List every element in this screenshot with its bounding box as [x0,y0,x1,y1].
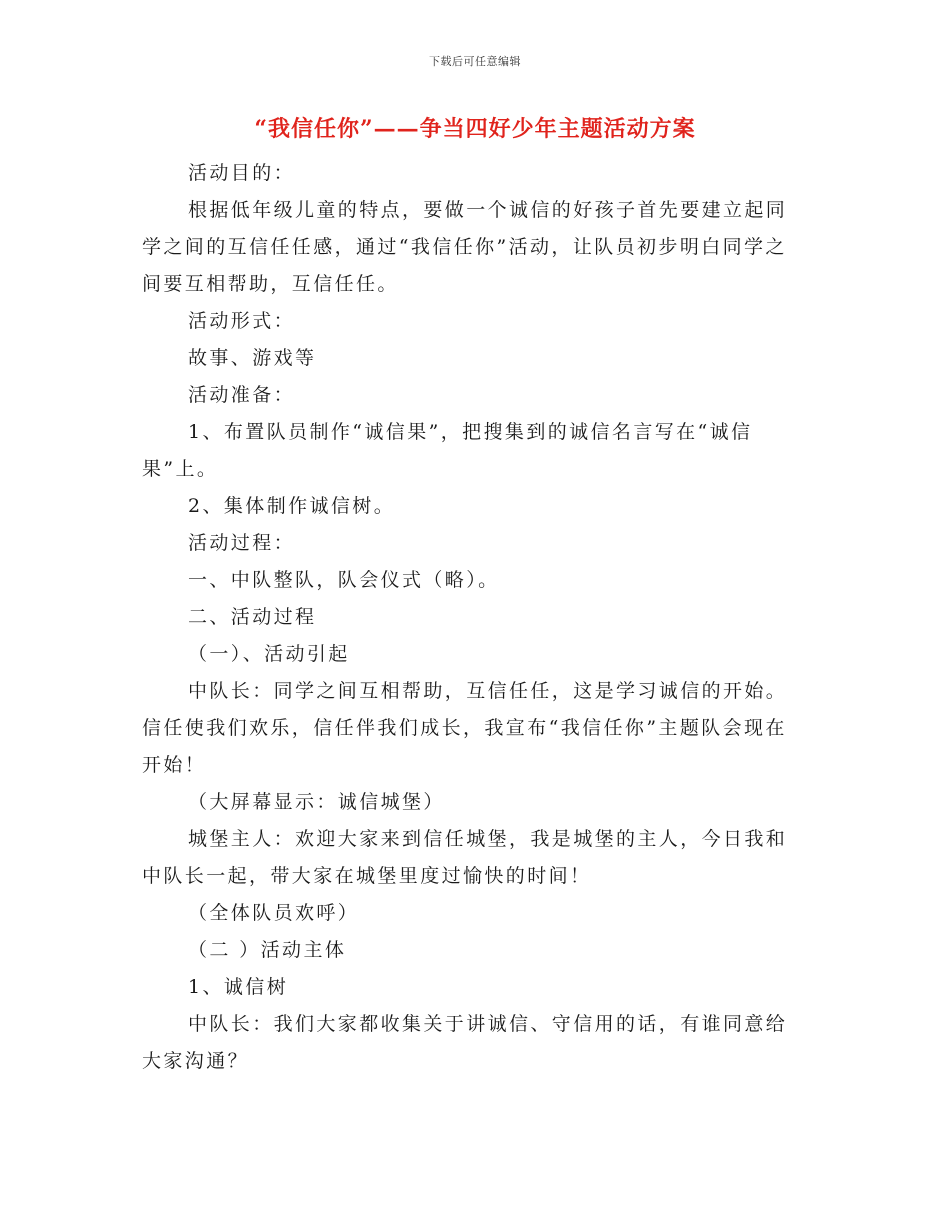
paragraph: 中队长：同学之间互相帮助，互信任任，这是学习诚信的开始。信任使我们欢乐，信任伴我们成长，我宣布“我信任你”主题队会现在开始！ [142,680,788,776]
header-note: 下载后可任意编辑 [429,55,521,68]
paragraph: （二 ）活动主体 [188,939,347,961]
paragraph: 活动准备： [188,384,296,406]
paragraph: （一）、活动引起 [188,643,350,665]
paragraph: 中队长：我们大家都收集关于讲诚信、守信用的话，有谁同意给大家沟通？ [142,1013,788,1072]
paragraph: 1、诚信树 [188,976,289,998]
paragraph: 活动目的： [188,162,296,184]
paragraph: 活动过程： [188,532,296,554]
document-body [142,155,797,1080]
paragraph: （全体队员欢呼） [188,902,360,924]
paragraph: （大屏幕显示：诚信城堡） [188,791,445,813]
paragraph: 城堡主人：欢迎大家来到信任城堡，我是城堡的主人，今日我和中队长一起，带大家在城堡里度过愉快的时间！ [142,828,788,887]
paragraph: 根据低年级儿童的特点，要做一个诚信的好孩子首先要建立起同学之间的互信任任感，通过“我信任你”活动，让队员初步明白同学之间要互相帮助，互信任任。 [142,199,788,295]
paragraph: 1、布置队员制作“诚信果”，把搜集到的诚信名言写在“诚信果”上。 [142,421,753,480]
paragraph: 二、活动过程 [188,606,317,628]
paragraph: 故事、游戏等 [188,347,317,369]
paragraph: 活动形式： [188,310,296,332]
paragraph: 一、中队整队，队会仪式（略）。 [188,569,500,591]
paragraph: 2、集体制作诚信树。 [188,495,396,517]
document-title: “我信任你”——争当四好少年主题活动方案 [254,116,696,142]
